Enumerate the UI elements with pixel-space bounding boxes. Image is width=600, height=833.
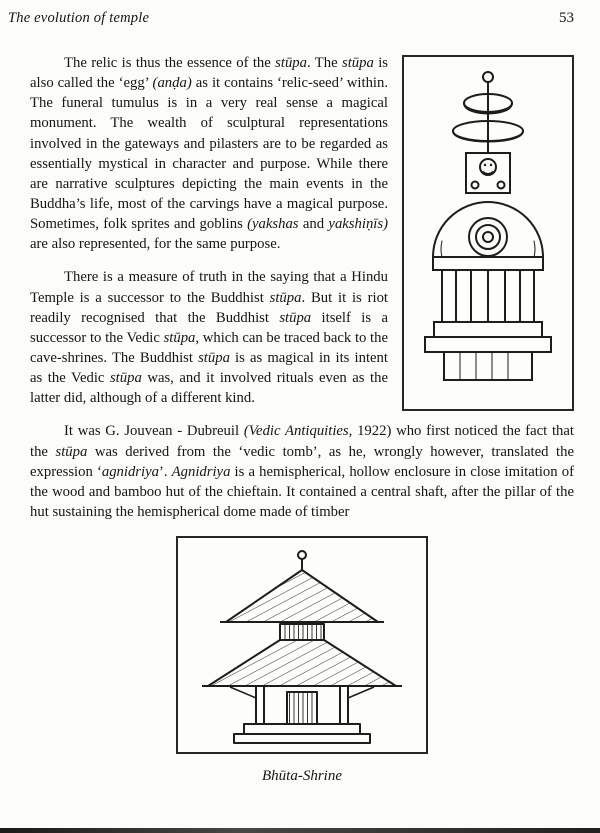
stupa-frame bbox=[402, 55, 574, 411]
running-head: The evolution of temple bbox=[8, 10, 150, 26]
bhuta-shrine-frame bbox=[176, 536, 428, 754]
page-header bbox=[8, 10, 574, 27]
paragraph-1: The relic is thus the essence of the stūpa. The stūpa is also called the ‘egg’ (anḍa) as it contains ‘relic-seed’ within. The funeral tumulus is in a very real sense a magical monument. The wealth of sculptural representations involved in the gateways and pilasters are to be regarded as essentially mystical in character and purpose. While there are narrative sculptures depicting the main events in the Buddha’s life, most of the carvings have a magical purpose. Sometimes, folk sprites and goblins (yakshas and yakshiṇīs) are also represented, for the same purpose. bbox=[30, 55, 389, 253]
page-body bbox=[30, 53, 574, 787]
page-number: 53 bbox=[559, 10, 574, 26]
paragraph-2: There is a measure of truth in the saying that a Hindu Temple is a successor to the Buddhist stūpa. But it is riot readily recognised that the Buddhist stūpa itself is a successor to the Vedic stūpa, which can be traced back to the cave-shrines. The Buddhist stūpa is as magical in its intent as the Vedic stūpa was, and it involved rituals even as the latter did, although of a different kind. bbox=[30, 269, 388, 407]
stupa-figure bbox=[402, 55, 574, 411]
scan-edge-artifact bbox=[0, 828, 600, 833]
paragraph-3: It was G. Jouvean - Dubreuil (Vedic Antiquities, 1922) who first noticed the fact that the stūpa was derived from the ‘vedic tomb’, as he, wrongly however, translated the expression ‘agnidriya’. Agnidriya is a hemispherical, hollow enclosure in close imitation of the wood and bamboo hut of the chieftain. It contained a central shaft, after the pillar of the hut sustaining the hemispherical dome made of timber bbox=[30, 423, 574, 520]
bhuta-shrine-illustration bbox=[184, 546, 420, 744]
stupa-illustration bbox=[408, 65, 568, 401]
bhuta-shrine-figure bbox=[176, 536, 428, 787]
figure-caption: Bhūta-Shrine bbox=[262, 768, 342, 785]
